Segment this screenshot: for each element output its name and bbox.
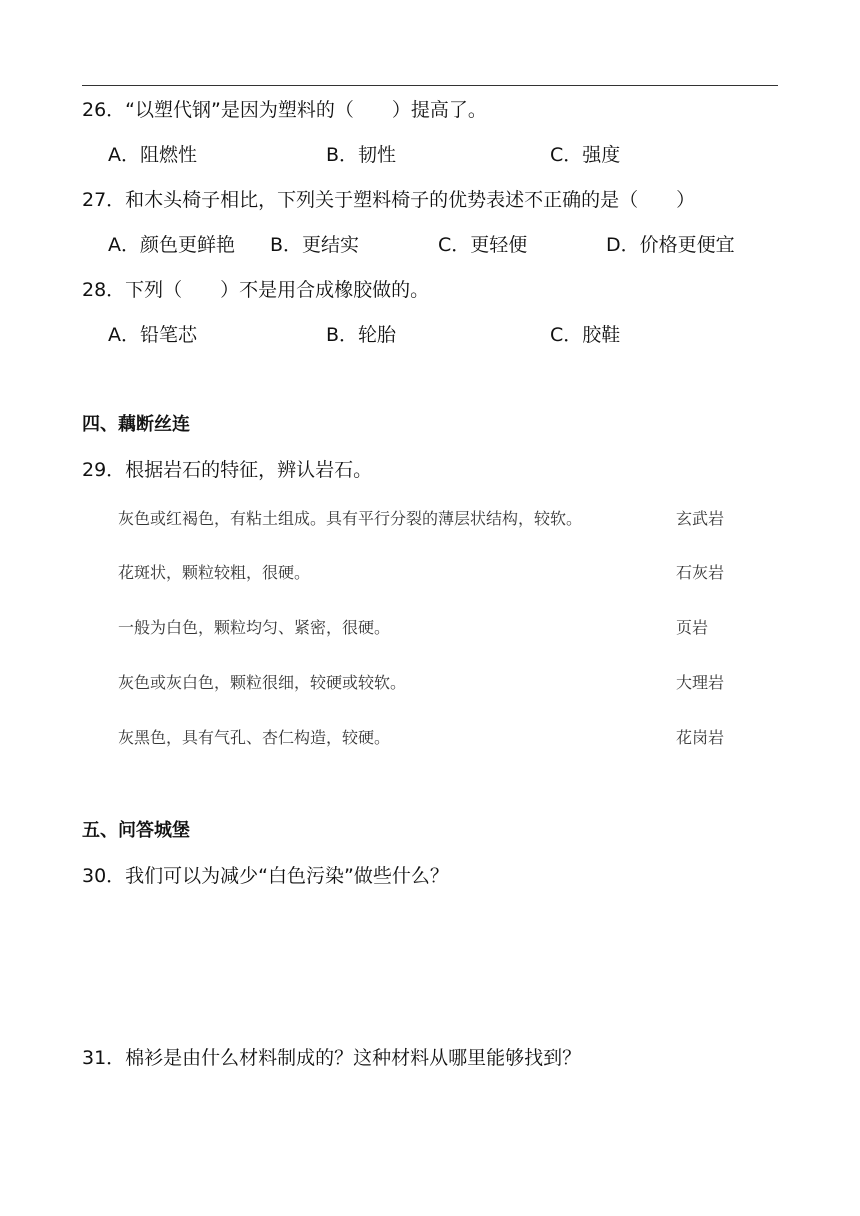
top-divider xyxy=(82,85,778,86)
question-27: 27．和木头椅子相比，下列关于塑料椅子的优势表述不正确的是（ ） xyxy=(82,189,696,211)
question-31: 31．棉衫是由什么材料制成的？这种材料从哪里能够找到？ xyxy=(82,1047,582,1069)
rock-name-3[interactable]: 页岩 xyxy=(676,618,709,637)
q27-option-a[interactable]: A．颜色更鲜艳 xyxy=(108,234,235,256)
rock-name-4[interactable]: 大理岩 xyxy=(676,673,725,692)
rock-name-2[interactable]: 石灰岩 xyxy=(676,563,725,582)
q28-option-c[interactable]: C．胶鞋 xyxy=(550,324,621,346)
question-29: 29．根据岩石的特征，辨认岩石。 xyxy=(82,459,373,481)
rock-description-5[interactable]: 灰黑色，具有气孔、杏仁构造，较硬。 xyxy=(118,728,391,747)
q28-option-a[interactable]: A．铅笔芯 xyxy=(108,324,197,346)
question-30: 30．我们可以为减少“白色污染”做些什么？ xyxy=(82,865,449,887)
rock-name-5[interactable]: 花岗岩 xyxy=(676,728,725,747)
q27-option-c[interactable]: C．更轻便 xyxy=(438,234,528,256)
rock-description-1[interactable]: 灰色或红褐色，有粘土组成。具有平行分裂的薄层状结构，较软。 xyxy=(118,509,583,528)
rock-description-4[interactable]: 灰色或灰白色，颗粒很细，较硬或较软。 xyxy=(118,673,407,692)
q27-option-d[interactable]: D．价格更便宜 xyxy=(606,234,735,256)
question-26: 26．“以塑代钢”是因为塑料的（ ）提高了。 xyxy=(82,99,487,121)
q27-option-b[interactable]: B．更结实 xyxy=(270,234,360,256)
section-5-title: 五、问答城堡 xyxy=(82,820,190,841)
q26-option-a[interactable]: A．阻燃性 xyxy=(108,144,197,166)
q28-option-b[interactable]: B．轮胎 xyxy=(326,324,397,346)
rock-description-3[interactable]: 一般为白色，颗粒均匀、紧密，很硬。 xyxy=(118,618,391,637)
section-4-title: 四、藕断丝连 xyxy=(82,414,190,435)
rock-name-1[interactable]: 玄武岩 xyxy=(676,509,725,528)
q26-option-b[interactable]: B．韧性 xyxy=(326,144,397,166)
rock-description-2[interactable]: 花斑状，颗粒较粗，很硬。 xyxy=(118,563,311,582)
question-28: 28．下列（ ）不是用合成橡胶做的。 xyxy=(82,279,430,301)
q26-option-c[interactable]: C．强度 xyxy=(550,144,621,166)
